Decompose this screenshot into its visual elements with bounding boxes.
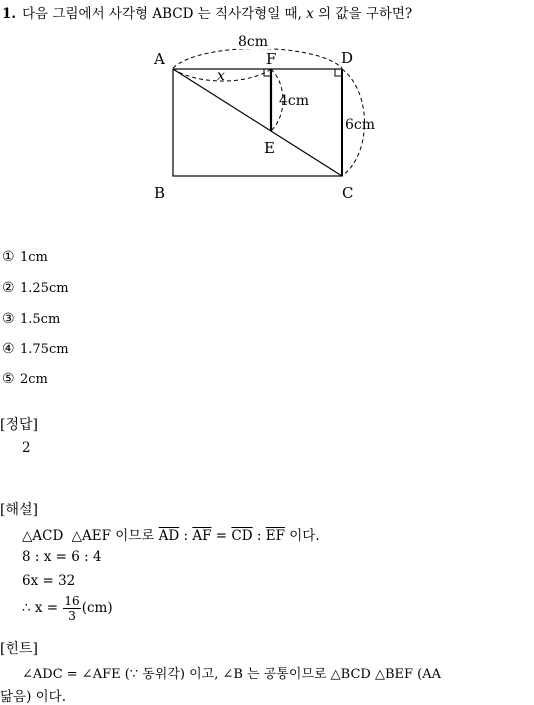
option-text-5: 2cm (20, 372, 48, 387)
fraction-numerator: 16 (64, 594, 80, 608)
option-mark-5: ⑤ (2, 371, 15, 387)
label-dc-length: 6cm (345, 117, 376, 133)
question-variable: x (306, 6, 314, 22)
explanation-cd: $\overline{CD}$ (231, 528, 253, 544)
option-mark-3: ③ (2, 311, 15, 327)
explanation-end: 이다. (289, 528, 320, 544)
explanation-unit: (cm) (81, 600, 113, 616)
label-d: D (341, 49, 354, 67)
option-mark-2: ② (2, 280, 15, 296)
explanation-tri1: △ACD (22, 528, 64, 544)
explanation-line-3: 6x = 32 (22, 573, 76, 589)
arc-ad (173, 49, 342, 69)
option-4[interactable] (2, 341, 69, 357)
question-text-after: 의 값을 구하면? (318, 6, 413, 22)
hint-line-1: ∠ADC = ∠AFE (∵ 동위각) 이고, ∠B 는 공통이므로 △BCD △BEF (AA (22, 667, 441, 682)
label-e: E (264, 139, 275, 157)
option-3[interactable] (2, 311, 60, 327)
option-text-4: 1.75cm (20, 342, 69, 357)
label-f: F (266, 50, 277, 68)
right-angle-d (335, 69, 342, 76)
rectangle-figure (0, 0, 534, 215)
label-c: C (342, 184, 354, 202)
label-a: A (154, 50, 165, 68)
question-text-before: 다음 그림에서 사각형 ABCD 는 직사각형일 때, (22, 6, 302, 22)
explanation-line-4 (22, 594, 113, 623)
option-mark-4: ④ (2, 341, 15, 357)
answer-value: 2 (22, 440, 31, 456)
fraction-denominator: 3 (68, 609, 76, 623)
explanation-fraction (63, 594, 80, 623)
explanation-mid: 이므로 (115, 528, 155, 544)
label-ef-length: 4cm (279, 93, 310, 109)
question-number: 1. (2, 6, 17, 22)
option-text-2: 1.25cm (20, 281, 69, 296)
option-text-3: 1.5cm (20, 312, 61, 327)
option-2[interactable] (2, 280, 69, 296)
explanation-af: $\overline{AF}$ (192, 528, 212, 544)
diagonal-ac (173, 69, 342, 176)
option-mark-1: ① (2, 249, 15, 265)
explanation-line-2: 8 : x = 6 : 4 (22, 549, 102, 565)
answer-heading: [정답] (0, 417, 38, 433)
option-1[interactable] (2, 249, 48, 265)
explanation-line-1: △ACD △AEF 이므로 $\overline{AD}$ : $\overline{AF} = \overline{CD}$ : $\overline{EF}$ 이다. (22, 528, 320, 544)
label-top-length: 8cm (238, 34, 269, 50)
explanation-tri2: △AEF (71, 528, 111, 544)
explanation-heading: [해설] (0, 502, 38, 518)
option-text-1: 1cm (20, 250, 48, 265)
explanation-ad: $\overline{AD}$ (158, 528, 180, 544)
hint-heading: [힌트] (0, 641, 38, 657)
explanation-ef: $\overline{EF}$ (265, 528, 285, 544)
explanation-prefix: ∴ x = (22, 600, 59, 616)
label-b: B (154, 184, 166, 202)
hint-line-2: 닮음) 이다. (0, 689, 67, 705)
option-5[interactable] (2, 371, 48, 387)
label-x: x (217, 68, 225, 84)
